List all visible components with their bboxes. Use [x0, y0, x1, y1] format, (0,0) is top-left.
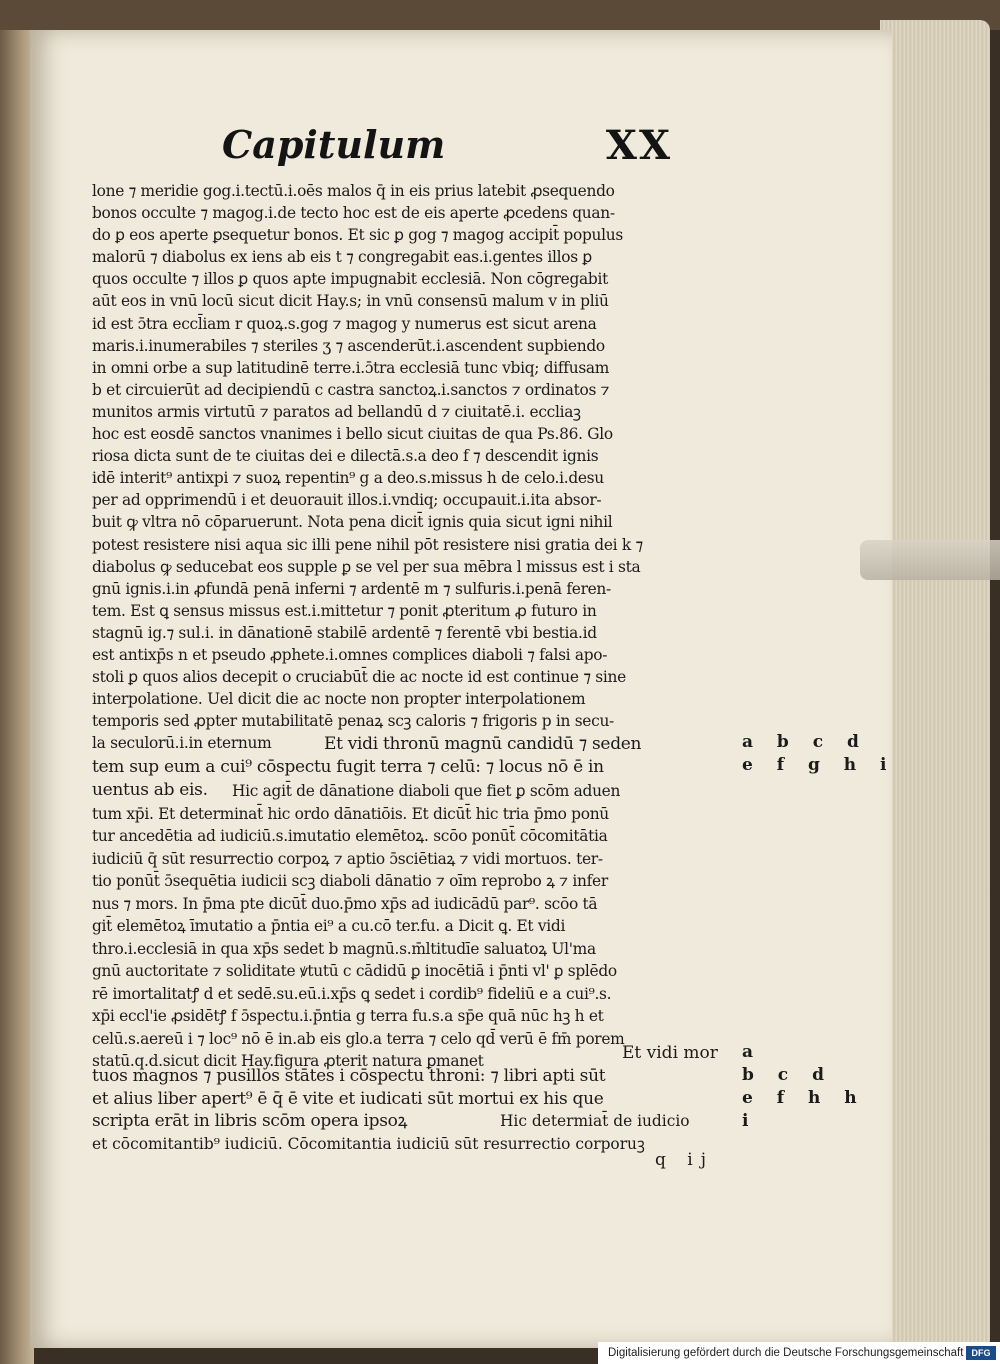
text-line: xp̄i eccl'ie ꝓsidētꝭ f ɔ̄spectu.i.p̄ntia g terra fu.s.a sp̄e quā nūc hꝫ h et — [92, 1007, 604, 1025]
text-line: la seculorū.i.in eternum — [92, 734, 272, 753]
marginal-letters: a b c d — [742, 732, 868, 752]
text-line: Hic agit̄ de dānatione diaboli que fiet ꝑ scōm aduen — [232, 782, 621, 800]
marginal-letters: b c d — [742, 1065, 833, 1085]
text-line: temporis sed ꝓpter mutabilitatē penaꝝ scꝫ caloris ⁊ frigoris p in secu- — [92, 712, 614, 731]
text-line: thro.i.ecclesiā in qua xp̄s sedet b magnū.s.m̄ltitudīe saluatoꝝ Ul'ma — [92, 939, 596, 958]
text-line: gnū ignis.i.in ꝓfundā penā inferni ⁊ ardentē m ⁊ sulfuris.i.penā feren- — [92, 579, 611, 598]
scripture-line: et alius liber apert⁹ ē q̄ ē vite et iudicati sūt mortui ex his que — [92, 1088, 604, 1109]
bookmark-clip — [860, 540, 1000, 580]
text-line: b et circuierūt ad decipiendū c castra sanctoꝝ.i.sanctos ⁊ ordinatos ⁊ — [92, 380, 610, 399]
marginal-letters: i — [742, 1111, 758, 1131]
facing-page-edge — [0, 30, 34, 1364]
text-line: munitos armis virtutū ⁊ paratos ad bellandū d ⁊ ciuitatē.i. eccliaꝫ — [92, 402, 581, 421]
signature-mark: q ij — [655, 1150, 714, 1170]
page-block-edge — [880, 20, 990, 1350]
scripture-line: scripta erāt in libris scōm opera ipsoꝝ — [92, 1111, 408, 1131]
text-line: stoli ꝑ quos alios decepit o cruciabūt̄ die ac nocte id est continue ⁊ sine — [92, 668, 626, 687]
text-line: rē imortalitatꝭ d et sedē.su.eū.i.xp̄s ꝗ sedet i cordib⁹ fideliū e a cui⁹.s. — [92, 984, 612, 1003]
scripture-line: tuos magnos ⁊ pusillos stātes i cōspectu throni: ⁊ libri apti sūt — [92, 1066, 606, 1086]
text-line: tem. Est ꝗ sensus missus est.i.mittetur ⁊ ponit ꝓteritum ꝓ futuro in — [92, 601, 597, 620]
text-line: tio ponūt̄ ɔ̄sequētia iudicii scꝫ diaboli dānatio ⁊ oīm reprobo ꝝ ⁊ infer — [92, 872, 608, 890]
digitization-footer — [598, 1342, 1000, 1364]
text-line: gnū auctoritate ⁊ soliditate ꝟtutū c cādidū ꝑ inocētiā i p̄nti vl' ꝑ splēdo — [92, 962, 617, 980]
scripture-line: uentus ab eis. — [92, 780, 208, 800]
text-line: bonos occulte ⁊ magog.i.de tecto hoc est de eis aperte ꝓcedens quan- — [92, 204, 615, 223]
marginal-letters: e f h h — [742, 1088, 866, 1108]
scan-background-top — [0, 0, 1000, 30]
text-line: Hic determiat̄ de iudicio — [500, 1112, 690, 1130]
text-line: celū.s.aereū i ⁊ loc⁹ nō ē in.ab eis glo.a terra ⁊ celo qd̄ verū ē fm̄ porem — [92, 1029, 625, 1048]
text-line: malorū ⁊ diabolus ex iens ab eis t ⁊ congregabit eas.i.gentes illos ꝑ — [92, 248, 592, 267]
footer-credit: Digitalisierung gefördert durch die Deutsche Forschungsgemeinschaft — [608, 1347, 964, 1359]
commentary-block-1 — [92, 180, 740, 754]
text-line: tum xp̄i. Et determinat̄ hic ordo dānatiōis. Et dicūt̄ hic tria p̄mo ponū — [92, 804, 609, 823]
dfg-logo-icon: DFG — [966, 1346, 996, 1360]
marginal-letters: e f g h i — [742, 755, 896, 775]
text-line: git̄ elemētoꝝ īmutatio a p̄ntia ei⁹ a cu.cō ter.fu. a Dicit ꝗ. Et vidi — [92, 917, 566, 935]
text-line: iudiciū q̄ sūt resurrectio corpoꝝ ⁊ aptio ɔ̄sciētiaꝝ ⁊ vidi mortuos. ter- — [92, 849, 603, 868]
text-line: idē interit⁹ antixpi ⁊ suoꝝ repentin⁹ g a deo.s.missus h de celo.i.desu — [92, 469, 604, 488]
scripture-line: Et vidi mor — [622, 1043, 718, 1063]
text-line: potest resistere nisi aqua sic illi pene nihil pōt resistere nisi gratia dei k ⁊ — [92, 535, 643, 554]
text-line: per ad opprimendū i et deuorauit illos.i.vndiq; occupauit.i.ita absor- — [92, 491, 602, 510]
text-line: statū.q.d.sicut dicit Hay.figura ꝓterit natura ꝑmanet — [92, 1052, 484, 1070]
scripture-line: Et vidi thronū magnū candidū ⁊ seden — [324, 734, 642, 754]
text-line: est antixp̄s n et pseudo ꝓphete.i.omnes complices diaboli ⁊ falsi apo- — [92, 645, 608, 664]
text-line: buit ꝙ vltra nō cōparuerunt. Nota pena dicit̄ ignis quia sicut igni nihil — [92, 513, 613, 532]
chapter-title: Capitulum — [222, 122, 446, 167]
text-line: maris.i.inumerabiles ⁊ steriles ʒ ⁊ ascenderūt.i.ascendent supbiendo — [92, 336, 605, 355]
text-line: interpolatione. Uel dicit die ac nocte non propter interpolationem — [92, 690, 586, 709]
text-line: quos occulte ⁊ illos ꝑ quos apte impugnabit ecclesiā. Non cōgregabit — [92, 270, 608, 289]
scripture-line: tem sup eum a cui⁹ cōspectu fugit terra ⁊ celū: ⁊ locus nō ē in — [92, 757, 604, 777]
text-line: in omni orbe a sup latitudinē terre.i.ɔ̄tra ecclesiā tunc vbiq; diffusam — [92, 358, 610, 377]
text-line: diabolus ꝙ seducebat eos supple ꝑ se vel per sua mēbra l missus est i sta — [92, 557, 641, 576]
text-line: id est ɔ̄tra eccl̄iam r quoꝝ.s.gog ⁊ magog y numerus est sicut arena — [92, 314, 597, 333]
text-line: do ꝑ eos aperte ꝑsequetur bonos. Et sic ꝑ gog ⁊ magog accipit̄ populus — [92, 226, 623, 245]
commentary-block-2 — [92, 780, 740, 1073]
marginal-letters: a — [742, 1042, 763, 1062]
text-line: tur ancedētia ad iudiciū.s.imutatio elemētoꝝ. scōo ponūt̄ cōcomitātia — [92, 827, 608, 845]
text-line: hoc est eosdē sanctos vnanimes i bello sicut ciuitas de qua Ps.86. Glo — [92, 425, 613, 444]
text-line: et cōcomitantib⁹ iudiciū. Cōcomitantia iudiciū sūt resurrectio corporuꝫ — [92, 1135, 645, 1153]
text-line: lone ⁊ meridie gog.i.tectū.i.oēs malos q̄ in eis prius latebit ꝓsequendo — [92, 182, 615, 200]
chapter-heading — [222, 122, 672, 172]
chapter-number: XX — [605, 122, 672, 169]
text-line: aūt eos in vnū locū sicut dicit Hay.s; in vnū consensū malum v in pliū — [92, 292, 609, 311]
text-line: stagnū ig.⁊ sul.i. in dānationē stabilē ardentē ⁊ ferentē vbi bestia.id — [92, 623, 597, 642]
text-line: riosa dicta sunt de te ciuitas dei e dilectā.s.a deo f ⁊ descendit ignis — [92, 447, 599, 466]
text-line: nus ⁊ mors. In p̄ma pte dicūt̄ duo.p̄mo xp̄s ad iudicādū par⁹. scōo tā — [92, 894, 598, 913]
